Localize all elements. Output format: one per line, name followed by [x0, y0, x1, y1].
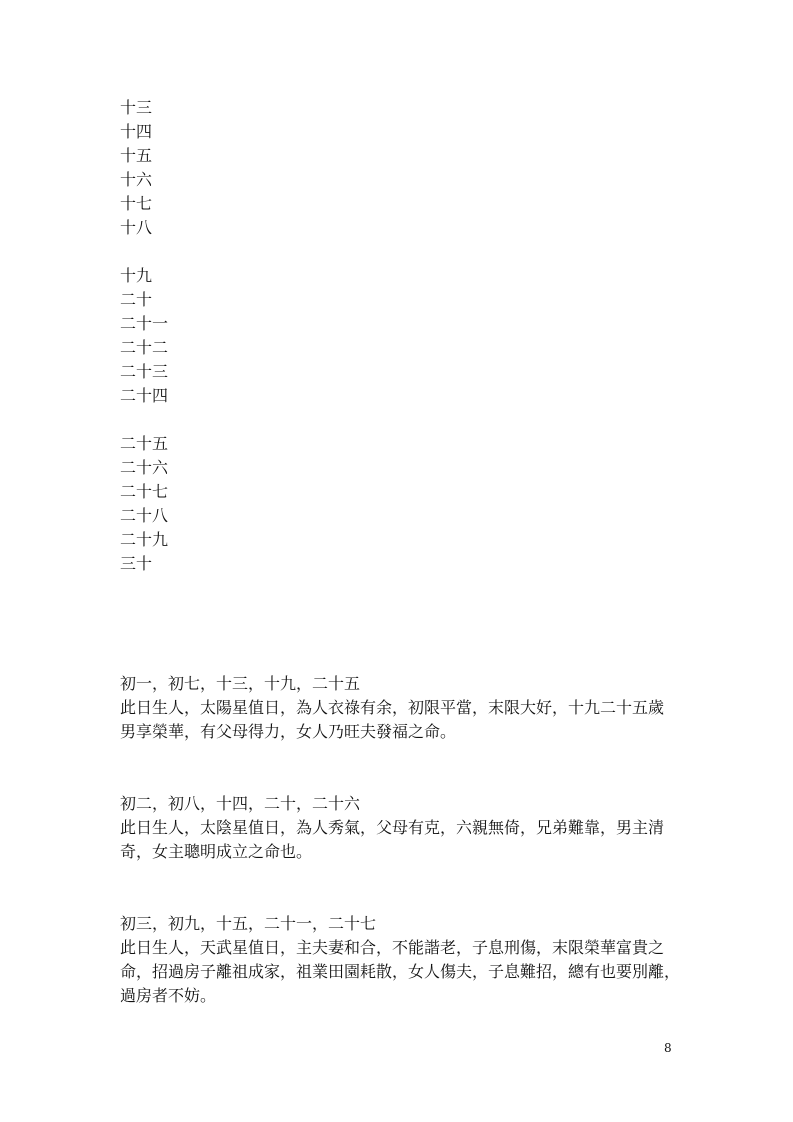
day-item: 二十五: [120, 434, 169, 453]
day-item: 二十一: [120, 314, 169, 333]
day-item: 三十: [120, 554, 153, 573]
entry-text-line: 男享榮華，有父母得力，女人乃旺夫發福之命。: [120, 722, 457, 741]
day-item: 十九: [120, 266, 153, 285]
day-group-1: [120, 96, 168, 240]
day-item: 二十三: [120, 362, 169, 381]
entry-text-line: 命，招過房子離祖成家，祖業田園耗散，女人傷夫，子息難招，總有也要別離，: [120, 962, 681, 981]
day-item: 十八: [120, 218, 153, 237]
page-number: 8: [664, 1041, 672, 1055]
day-group-3: [120, 432, 168, 576]
fortune-entry-2: [120, 792, 680, 864]
day-item: 十三: [120, 98, 153, 117]
fortune-entry-1: [120, 672, 680, 744]
day-item: 二十四: [120, 386, 169, 405]
day-item: 二十六: [120, 458, 169, 477]
entry-text-line: 此日生人，太陽星值日，為人衣祿有余，初限平當，末限大好，十九二十五歲: [120, 698, 665, 717]
day-item: 十六: [120, 170, 153, 189]
entry-text-line: 過房者不妨。: [120, 986, 217, 1005]
entry-heading: 初三，初九，十五，二十一，二十七: [120, 914, 377, 933]
entry-text-line: 奇，女主聰明成立之命也。: [120, 842, 313, 861]
entry-heading: 初二，初八，十四，二十，二十六: [120, 794, 361, 813]
entry-text-line: 此日生人，太陰星值日，為人秀氣，父母有克，六親無倚，兄弟難靠，男主清: [120, 818, 665, 837]
day-item: 二十七: [120, 482, 169, 501]
day-item: 二十二: [120, 338, 169, 357]
day-item: 十四: [120, 122, 153, 141]
fortune-entry-3: [120, 912, 680, 1008]
day-item: 二十九: [120, 530, 169, 549]
day-item: 二十八: [120, 506, 169, 525]
day-item: 十五: [120, 146, 153, 165]
entry-text-line: 此日生人，天武星值日，主夫妻和合，不能諧老，子息刑傷，末限榮華富貴之: [120, 938, 665, 957]
day-number-list: [120, 96, 168, 600]
day-item: 十七: [120, 194, 153, 213]
day-group-2: [120, 264, 168, 408]
entry-heading: 初一，初七，十三，十九，二十五: [120, 674, 361, 693]
day-item: 二十: [120, 290, 153, 309]
